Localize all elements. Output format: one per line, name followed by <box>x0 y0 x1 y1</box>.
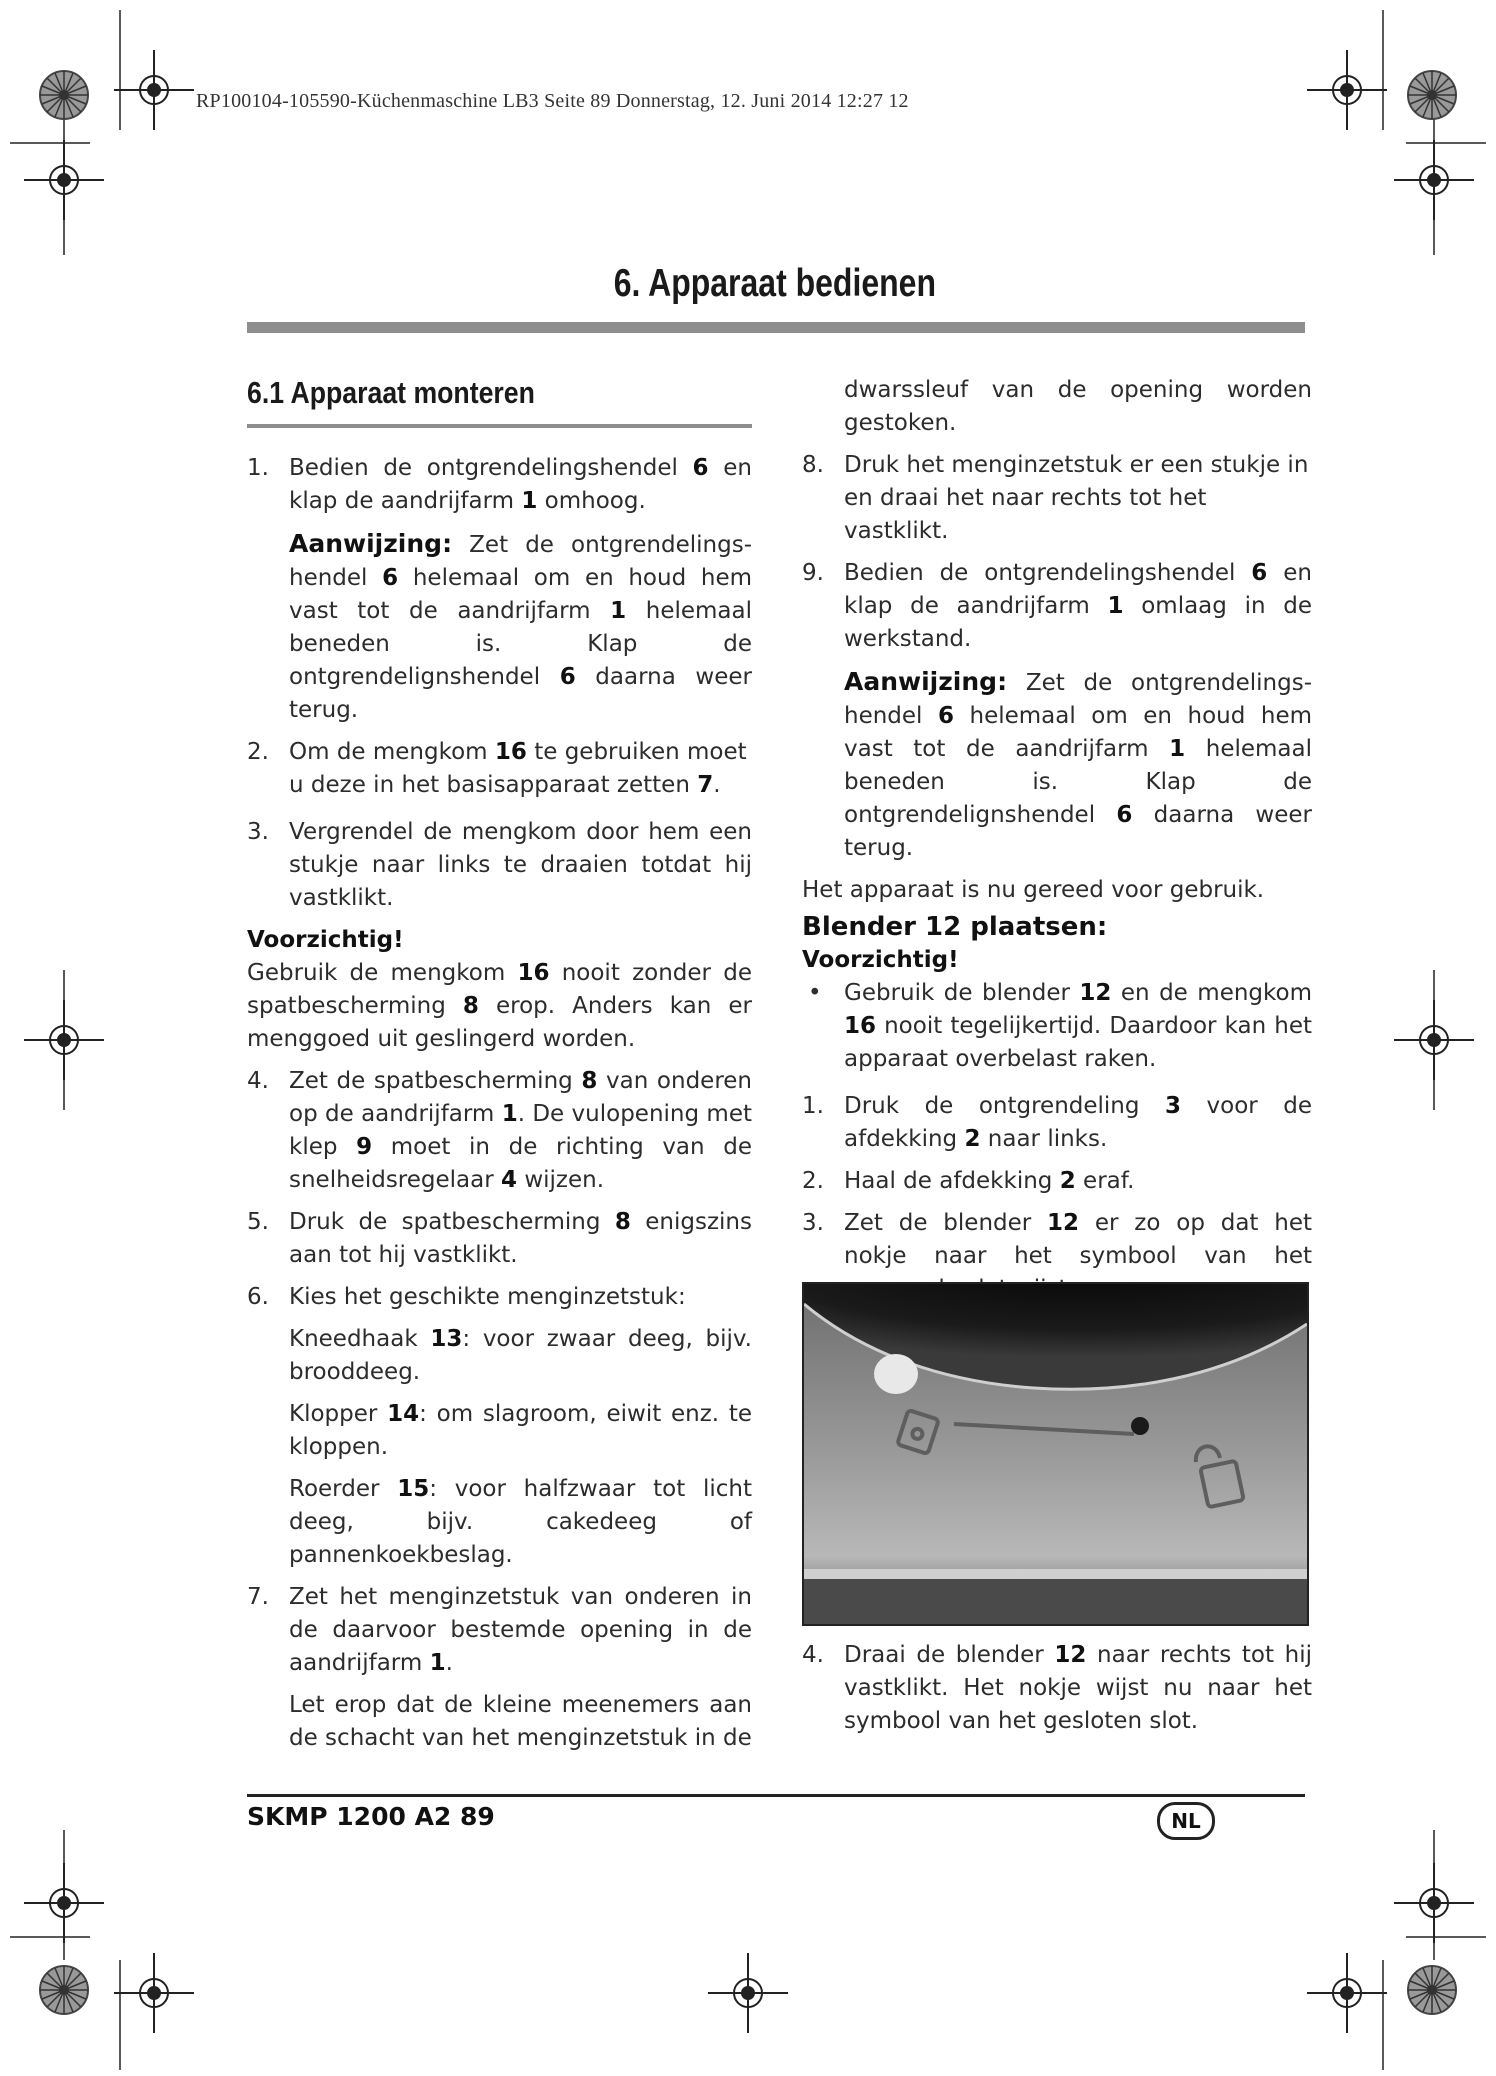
footer-model-page: SKMP 1200 A2 89 <box>247 1802 495 1831</box>
language-badge: NL <box>1157 1802 1215 1840</box>
section-rule <box>247 424 752 428</box>
step-7: 7. Zet het menginzetstuk van onderen in de daarvoor bestemde opening in de aandrijfarm 1. <box>247 1584 752 1676</box>
tool-roerder: Roerder 15: voor halfzwaar tot licht deeg, bijv. cakedeeg of pannenkoekbeslag. <box>289 1476 752 1568</box>
step-8: 8. Druk het menginzetstuk er een stukje in en draai het naar rechts tot het vastklikt. <box>802 452 1309 544</box>
tool-klopper: Klopper 14: om slagroom, eiwit enz. te kloppen. <box>289 1401 752 1460</box>
step-2: 2. Om de mengkom 16 te gebruiken moet u deze in het basisapparaat zetten 7. <box>247 739 747 798</box>
right-column <box>802 374 1312 1306</box>
step-4: 4. Zet de spatbescherming 8 van onderen op de aandrijfarm 1. De vulopening met klep 9 moet in de richting van de snelheidsregelaar 4 wijzen. <box>247 1068 752 1193</box>
blender-step-4: 4. Draai de blender 12 naar rechts tot hij vastklikt. Het nokje wijst nu naar het symbool van het gesloten slot. <box>802 1642 1312 1734</box>
warning-text-1: Gebruik de mengkom 16 nooit zonder de spatbescherming 8 erop. Anders kan er menggoed uit geslingerd worden. <box>247 960 752 1052</box>
step-1: 1. Bedien de ontgrendelingshendel 6 en klap de aandrijfarm 1 omhoog. <box>247 455 752 514</box>
note-2: Aanwijzing: Zet de ontgrendelings-hendel 6 helemaal om en houd hem vast tot de aandrijfarm 1 helemaal beneden is. Klap de ontgrendelignshendel 6 daarna weer terug. <box>844 667 1313 861</box>
blender-step-1: 1. Druk de ontgrendeling 3 voor de afdekking 2 naar links. <box>802 1093 1312 1152</box>
footer-rule <box>247 1794 1305 1797</box>
step-9: 9. Bedien de ontgrendelingshendel 6 en klap de aandrijfarm 1 omlaag in de werkstand. <box>802 560 1312 652</box>
step-5: 5. Druk de spatbescherming 8 enigszins aan tot hij vastklikt. <box>247 1209 752 1268</box>
warning-heading-2: Voorzichtig! <box>802 947 959 973</box>
print-slug: RP100104-105590-Küchenmaschine LB3 Seite 89 Donnerstag, 12. Juni 2014 12:27 12 <box>196 90 909 112</box>
section-title: 6.1 Apparaat monteren <box>247 375 535 410</box>
step-7-note: Let erop dat de kleine meenemers aan de schacht van het menginzetstuk in de <box>289 1692 752 1751</box>
page-title: 6. Apparaat bedienen <box>613 262 936 305</box>
blender-heading: Blender 12 plaatsen: <box>802 912 1108 942</box>
ready-text: Het apparaat is nu gereed voor gebruik. <box>802 877 1265 903</box>
step-3: 3. Vergrendel de mengkom door hem een stukje naar links te draaien totdat hij vastklikt. <box>247 819 752 911</box>
note-1: Aanwijzing: Zet de ontgrendelings-hendel 6 helemaal om en houd hem vast tot de aandrijfarm 1 helemaal beneden is. Klap de ontgrendelignshendel 6 daarna weer terug. <box>289 529 753 723</box>
blender-step-2: 2. Haal de afdekking 2 eraf. <box>802 1168 1135 1194</box>
step-6: 6. Kies het geschikte menginzetstuk: <box>247 1284 686 1310</box>
step-7-continued: dwarssleuf van de opening worden gestoken. <box>844 377 1312 436</box>
blender-step-4-block <box>802 1639 1312 1738</box>
blender-step-3: 3. Zet de blender 12 er zo op dat het nokje naar het symbool van het <box>802 1210 1313 1269</box>
tool-kneedhaak: Kneedhaak 13: voor zwaar deeg, bijv. brooddeeg. <box>289 1326 752 1385</box>
title-rule <box>247 322 1305 333</box>
blender-lock-photo <box>802 1282 1309 1626</box>
warning-heading-1: Voorzichtig! <box>247 927 404 953</box>
warning-bullet: • Gebruik de blender 12 en de mengkom 16 nooit tegelijkertijd. Daardoor kan het apparaat overbelast raken. <box>808 980 1312 1072</box>
left-column <box>247 452 752 1755</box>
